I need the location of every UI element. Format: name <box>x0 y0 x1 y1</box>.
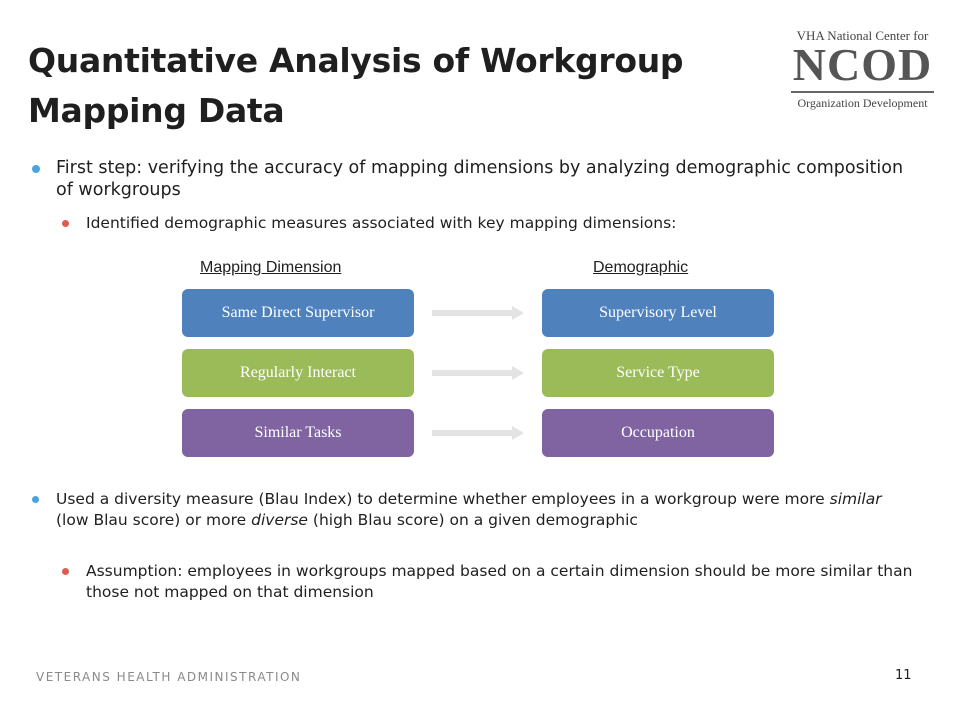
box-occupation: Occupation <box>542 409 774 457</box>
demographic-header: Demographic <box>593 259 689 276</box>
subbullet-dot-icon <box>62 568 69 575</box>
slide-title: Quantitative Analysis of Workgroup Mapping Data <box>28 41 684 130</box>
bullet-text <box>56 489 912 531</box>
logo-divider <box>791 91 934 93</box>
diversity-text-middle: (low Blau score) or more <box>56 511 252 529</box>
bullet-first-step <box>32 157 912 201</box>
bullet-text: First step: verifying the accuracy of mapping dimensions by analyzing demographic composition of workgroups <box>56 158 904 200</box>
logo-top-line: VHA National Center for <box>796 28 929 43</box>
diversity-text-prefix: Used a diversity measure (Blau Index) to determine whether employees in a workgroup were more <box>56 490 830 508</box>
box-regularly-interact: Regularly Interact <box>182 349 414 397</box>
arrow-right-icon <box>432 366 524 380</box>
subbullet-text: Identified demographic measures associated with key mapping dimensions: <box>86 214 677 232</box>
bullet-dot-icon <box>32 496 39 503</box>
box-supervisory-level: Supervisory Level <box>542 289 774 337</box>
arrow-right-icon <box>432 426 524 440</box>
diversity-diverse-term: diverse <box>251 511 308 529</box>
bullet-diversity-measure <box>32 489 912 531</box>
bullet-dot-icon <box>32 165 40 173</box>
diversity-similar-term: similar <box>829 490 882 508</box>
page-number: 11 <box>895 668 912 683</box>
box-same-direct-supervisor: Same Direct Supervisor <box>182 289 414 337</box>
footer-organization: VETERANS HEALTH ADMINISTRATION <box>36 670 302 684</box>
logo-wordmark: NCOD <box>792 39 933 90</box>
subbullet-dot-icon <box>62 220 69 227</box>
diversity-text-suffix: (high Blau score) on a given demographic <box>307 511 638 529</box>
logo-bottom-line: Organization Development <box>797 96 928 110</box>
subbullet-identified <box>62 213 922 234</box>
mapping-dimension-header: Mapping Dimension <box>200 259 342 276</box>
arrow-right-icon <box>432 306 524 320</box>
box-similar-tasks: Similar Tasks <box>182 409 414 457</box>
subbullet-text: Assumption: employees in workgroups mapped based on a certain dimension should be more similar than those not mapped on that dimension <box>86 562 913 601</box>
subbullet-assumption <box>62 561 922 603</box>
ncod-logo <box>785 28 940 110</box>
box-service-type: Service Type <box>542 349 774 397</box>
